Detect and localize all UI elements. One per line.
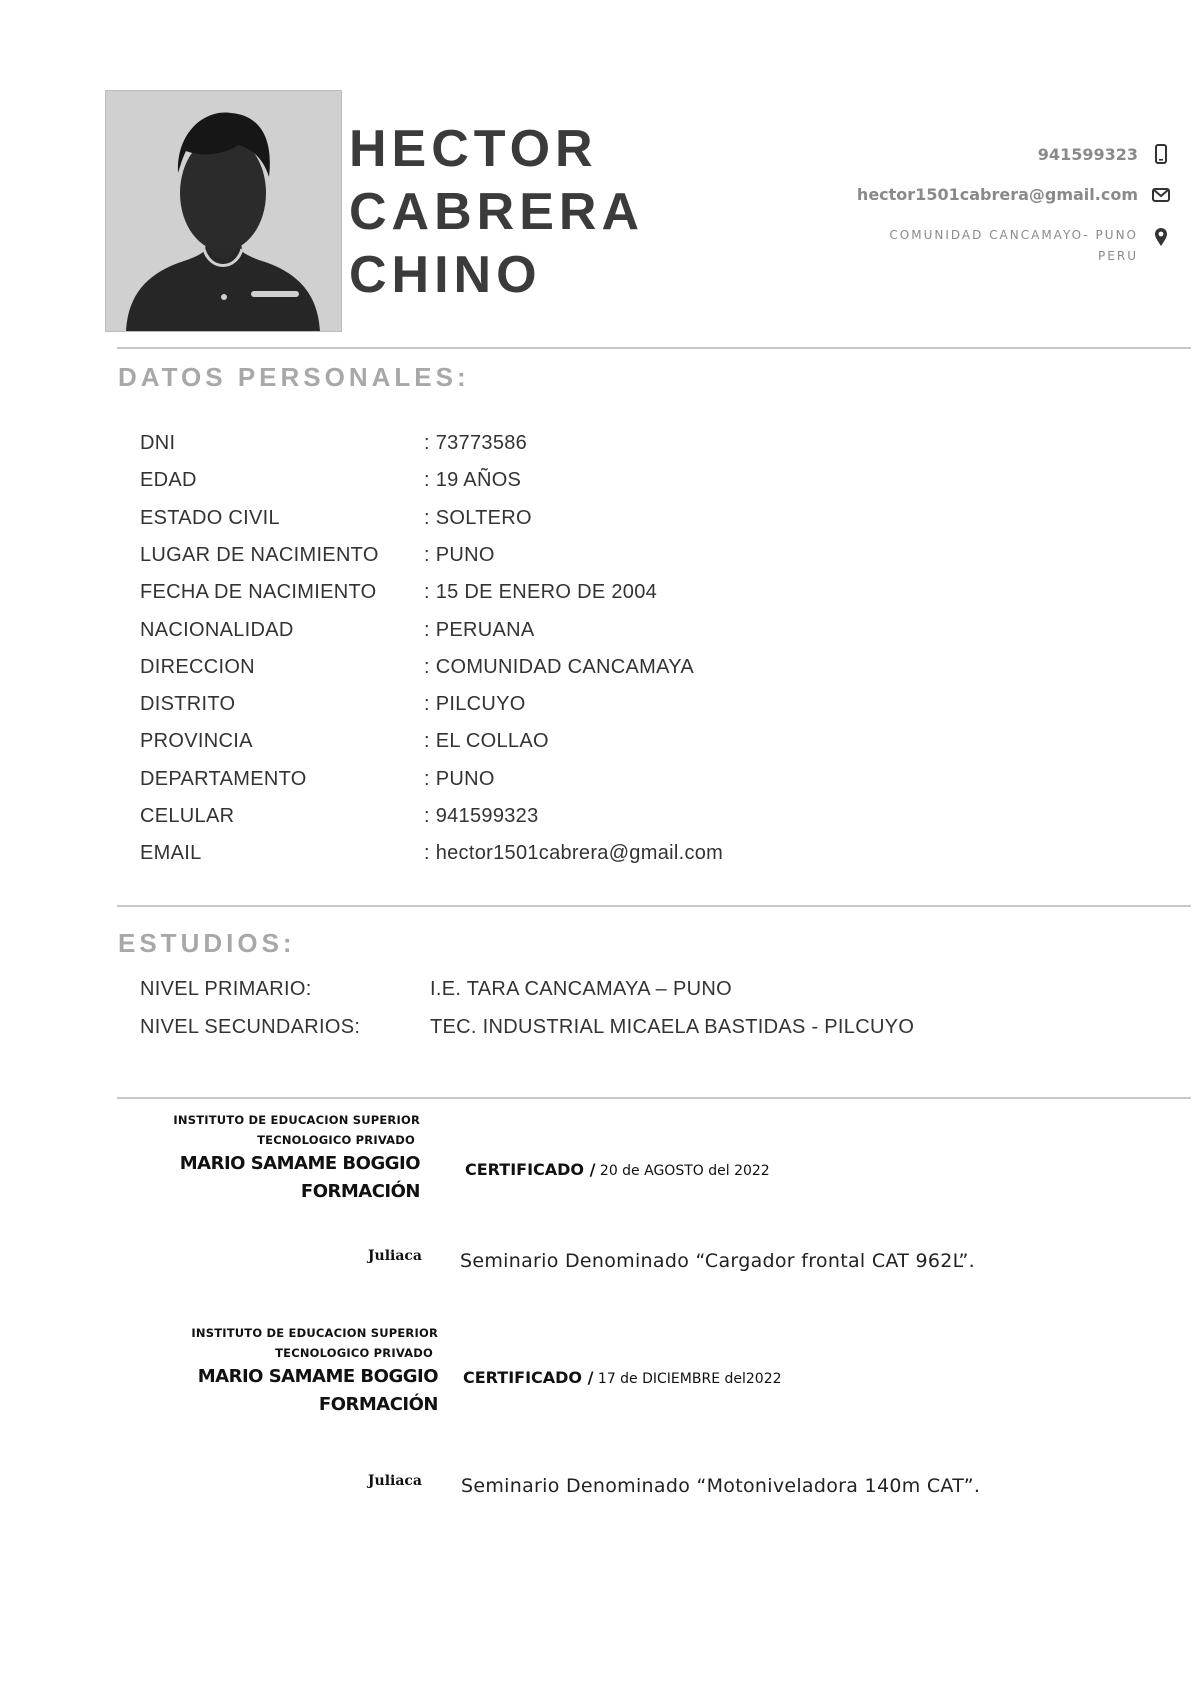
address-line-1: COMUNIDAD CANCAMAYO- PUNO <box>889 228 1138 242</box>
personal-label: DISTRITO <box>140 693 236 716</box>
certificate-label: CERTIFICADO / <box>463 1368 594 1387</box>
personal-label: ESTADO CIVIL <box>140 506 280 529</box>
certificate-2-line <box>463 1368 782 1387</box>
contact-phone <box>1038 144 1172 164</box>
divider-studies <box>117 1097 1191 1099</box>
institution-name: MARIO SAMAME BOGGIO <box>197 1366 438 1387</box>
contact-address <box>889 225 1172 267</box>
phone-text[interactable]: 941599323 <box>1037 144 1138 164</box>
institution-subtype: TECNOLOGICO PRIVADO <box>275 1346 433 1360</box>
institution-name-2: FORMACIÓN <box>318 1394 438 1415</box>
email-text[interactable]: hector1501cabrera@gmail.com <box>856 185 1138 204</box>
personal-label: CELULAR <box>140 805 235 827</box>
personal-label: PROVINCIA <box>140 730 253 753</box>
certificate-date: 17 de DICIEMBRE del2022 <box>597 1371 782 1387</box>
certificate-1-institution <box>173 1110 420 1206</box>
study-value: TEC. INDUSTRIAL MICAELA BASTIDAS - PILCUYO <box>430 1016 915 1038</box>
certificate-1-line <box>465 1160 770 1179</box>
personal-value: : PILCUYO <box>424 693 526 716</box>
divider-header <box>117 347 1191 349</box>
personal-value: : SOLTERO <box>424 506 532 529</box>
institution-name-2: FORMACIÓN <box>300 1181 420 1202</box>
personal-value: : COMUNIDAD CANCAMAYA <box>424 655 695 678</box>
section-title-personal: DATOS PERSONALES: <box>118 362 470 392</box>
personal-value: : 73773586 <box>424 432 528 454</box>
mobile-phone-icon <box>1150 144 1172 164</box>
personal-label: DNI <box>140 432 176 454</box>
personal-label: LUGAR DE NACIMIENTO <box>140 543 379 566</box>
certificate-2-city: Juliaca <box>367 1473 422 1489</box>
section-title-studies: ESTUDIOS: <box>118 928 296 958</box>
personal-label: EMAIL <box>140 842 202 865</box>
study-value: I.E. TARA CANCAMAYA – PUNO <box>430 978 732 1000</box>
study-label: NIVEL SECUNDARIOS: <box>140 1016 361 1038</box>
study-label: NIVEL PRIMARIO: <box>140 978 312 1000</box>
certificate-1-city: Juliaca <box>367 1248 422 1264</box>
institution-name: MARIO SAMAME BOGGIO <box>179 1153 420 1174</box>
name-line-1: HECTOR <box>349 120 598 178</box>
profile-photo-placeholder <box>105 90 342 332</box>
institution-subtype: TECNOLOGICO PRIVADO <box>257 1133 415 1147</box>
personal-value: : 19 AÑOS <box>424 469 522 492</box>
personal-label: EDAD <box>140 469 197 492</box>
personal-value: : PUNO <box>424 543 495 566</box>
certificate-2-seminar: Seminario Denominado “Motoniveladora 140m CAT”. <box>461 1475 981 1497</box>
personal-value: : PUNO <box>424 767 495 790</box>
personal-label: NACIONALIDAD <box>140 618 294 641</box>
contact-email <box>857 185 1172 204</box>
personal-value: : 15 DE ENERO DE 2004 <box>424 581 658 604</box>
location-pin-icon <box>1150 227 1172 247</box>
certificate-2-institution <box>191 1323 438 1419</box>
certificate-1-seminar: Seminario Denominado “Cargador frontal CAT 962L”. <box>460 1250 975 1272</box>
avatar-silhouette-icon <box>106 91 341 331</box>
envelope-icon <box>1150 188 1172 202</box>
address-line-2: PERU <box>1098 249 1138 263</box>
divider-personal <box>117 905 1191 907</box>
candidate-name <box>349 118 644 307</box>
name-line-2: CABRERA <box>349 183 644 241</box>
personal-value: : hector1501cabrera@gmail.com <box>424 842 724 865</box>
personal-value: : PERUANA <box>424 618 535 641</box>
personal-value: : EL COLLAO <box>424 730 549 753</box>
certificate-label: CERTIFICADO / <box>465 1160 596 1179</box>
personal-label: DEPARTAMENTO <box>140 767 307 790</box>
address-text <box>889 225 1138 267</box>
institution-type: INSTITUTO DE EDUCACION SUPERIOR <box>191 1326 438 1340</box>
certificate-date: 20 de AGOSTO del 2022 <box>599 1163 770 1179</box>
institution-type: INSTITUTO DE EDUCACION SUPERIOR <box>173 1113 420 1127</box>
personal-label: FECHA DE NACIMIENTO <box>140 581 377 604</box>
personal-label: DIRECCION <box>140 655 255 678</box>
name-line-3: CHINO <box>349 246 542 304</box>
personal-value: : 941599323 <box>424 805 539 827</box>
